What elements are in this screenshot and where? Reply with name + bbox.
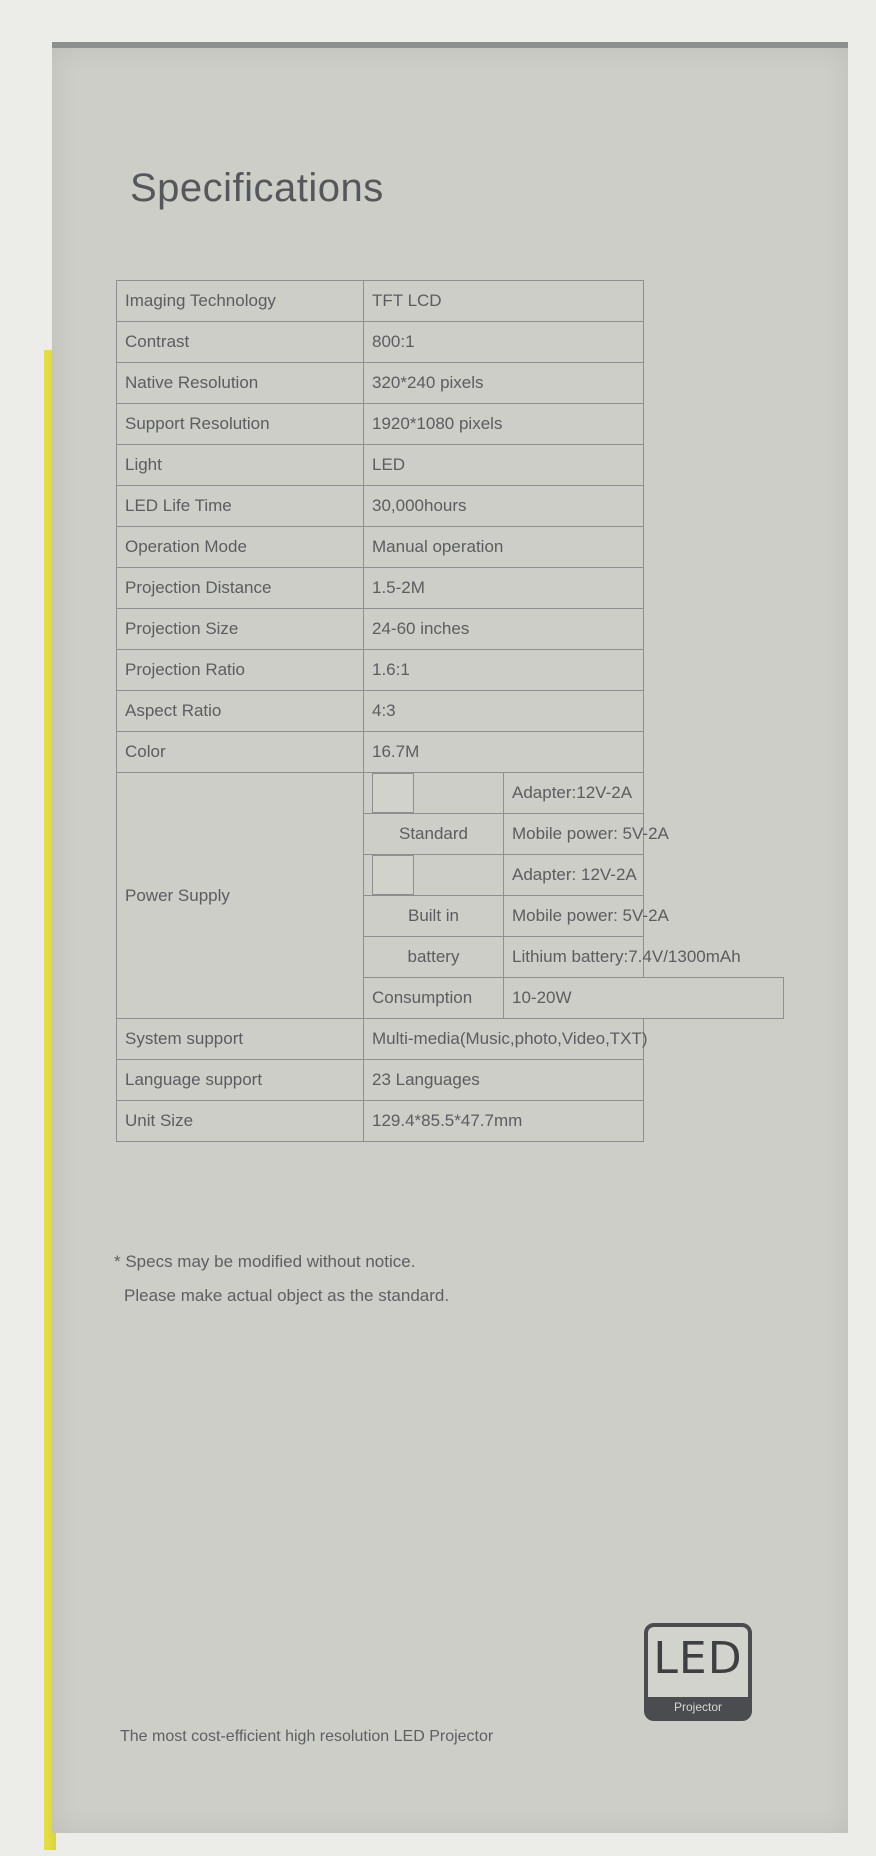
spec-label: Projection Ratio <box>117 650 364 691</box>
spec-value: 23 Languages <box>364 1060 644 1101</box>
spec-value: 30,000hours <box>364 486 644 527</box>
table-row <box>117 691 784 732</box>
spec-label: LED Life Time <box>117 486 364 527</box>
built-in-checkbox-cell <box>364 855 504 896</box>
spec-value: LED <box>364 445 644 486</box>
led-projector-logo <box>644 1623 752 1721</box>
table-row <box>117 486 784 527</box>
spec-label: Consumption <box>364 978 504 1019</box>
battery-label: battery <box>364 937 504 978</box>
standard-checkbox[interactable] <box>372 773 414 813</box>
spec-label: Aspect Ratio <box>117 691 364 732</box>
table-row <box>117 773 784 814</box>
spec-box-panel <box>52 42 848 1833</box>
spec-value: Multi-media(Music,photo,Video,TXT) <box>364 1019 644 1060</box>
spec-value: 800:1 <box>364 322 644 363</box>
spec-value: 129.4*85.5*47.7mm <box>364 1101 644 1142</box>
spec-label: Support Resolution <box>117 404 364 445</box>
built-in-checkbox[interactable] <box>372 855 414 895</box>
spec-label: Contrast <box>117 322 364 363</box>
power-supply-label: Power Supply <box>117 773 364 1019</box>
standard-label: Standard <box>364 814 504 855</box>
spec-table <box>116 280 784 1142</box>
spec-value: 1.6:1 <box>364 650 644 691</box>
spec-value: 4:3 <box>364 691 644 732</box>
spec-value: Manual operation <box>364 527 644 568</box>
spec-label: Native Resolution <box>117 363 364 404</box>
table-row <box>117 281 784 322</box>
tagline: The most cost-efficient high resolution LED Projector <box>120 1728 494 1745</box>
table-row <box>117 732 784 773</box>
standard-checkbox-cell <box>364 773 504 814</box>
spec-label: System support <box>117 1019 364 1060</box>
spec-label: Projection Distance <box>117 568 364 609</box>
table-row <box>117 1019 784 1060</box>
lithium-battery: Lithium battery:7.4V/1300mAh <box>504 937 644 978</box>
spec-label: Imaging Technology <box>117 281 364 322</box>
logo-projector-text: Projector <box>648 1697 748 1717</box>
table-row <box>117 1060 784 1101</box>
note-line-2: Please make actual object as the standard. <box>124 1286 450 1305</box>
standard-mobile-power: Mobile power: 5V-2A <box>504 814 644 855</box>
spec-value: 1.5-2M <box>364 568 644 609</box>
table-row <box>117 1101 784 1142</box>
built-in-label: Built in <box>364 896 504 937</box>
table-row <box>117 322 784 363</box>
table-row <box>117 404 784 445</box>
table-row <box>117 609 784 650</box>
spec-value: 24-60 inches <box>364 609 644 650</box>
spec-label: Operation Mode <box>117 527 364 568</box>
spec-value: TFT LCD <box>364 281 644 322</box>
built-in-mobile-power: Mobile power: 5V-2A <box>504 896 644 937</box>
spec-label: Language support <box>117 1060 364 1101</box>
built-in-adapter: Adapter: 12V-2A <box>504 855 644 896</box>
table-row <box>117 445 784 486</box>
spec-value: 10-20W <box>504 978 784 1019</box>
spec-value: 16.7M <box>364 732 644 773</box>
table-row <box>117 650 784 691</box>
note-line-1: * Specs may be modified without notice. <box>114 1252 416 1271</box>
standard-adapter: Adapter:12V-2A <box>504 773 644 814</box>
page-title: Specifications <box>130 166 384 210</box>
table-row <box>117 527 784 568</box>
spec-label: Color <box>117 732 364 773</box>
spec-label: Light <box>117 445 364 486</box>
table-row <box>117 568 784 609</box>
logo-led-text: LED <box>653 1633 743 1684</box>
spec-label: Projection Size <box>117 609 364 650</box>
spec-value: 1920*1080 pixels <box>364 404 644 445</box>
spec-label: Unit Size <box>117 1101 364 1142</box>
spec-value: 320*240 pixels <box>364 363 644 404</box>
table-row <box>117 363 784 404</box>
